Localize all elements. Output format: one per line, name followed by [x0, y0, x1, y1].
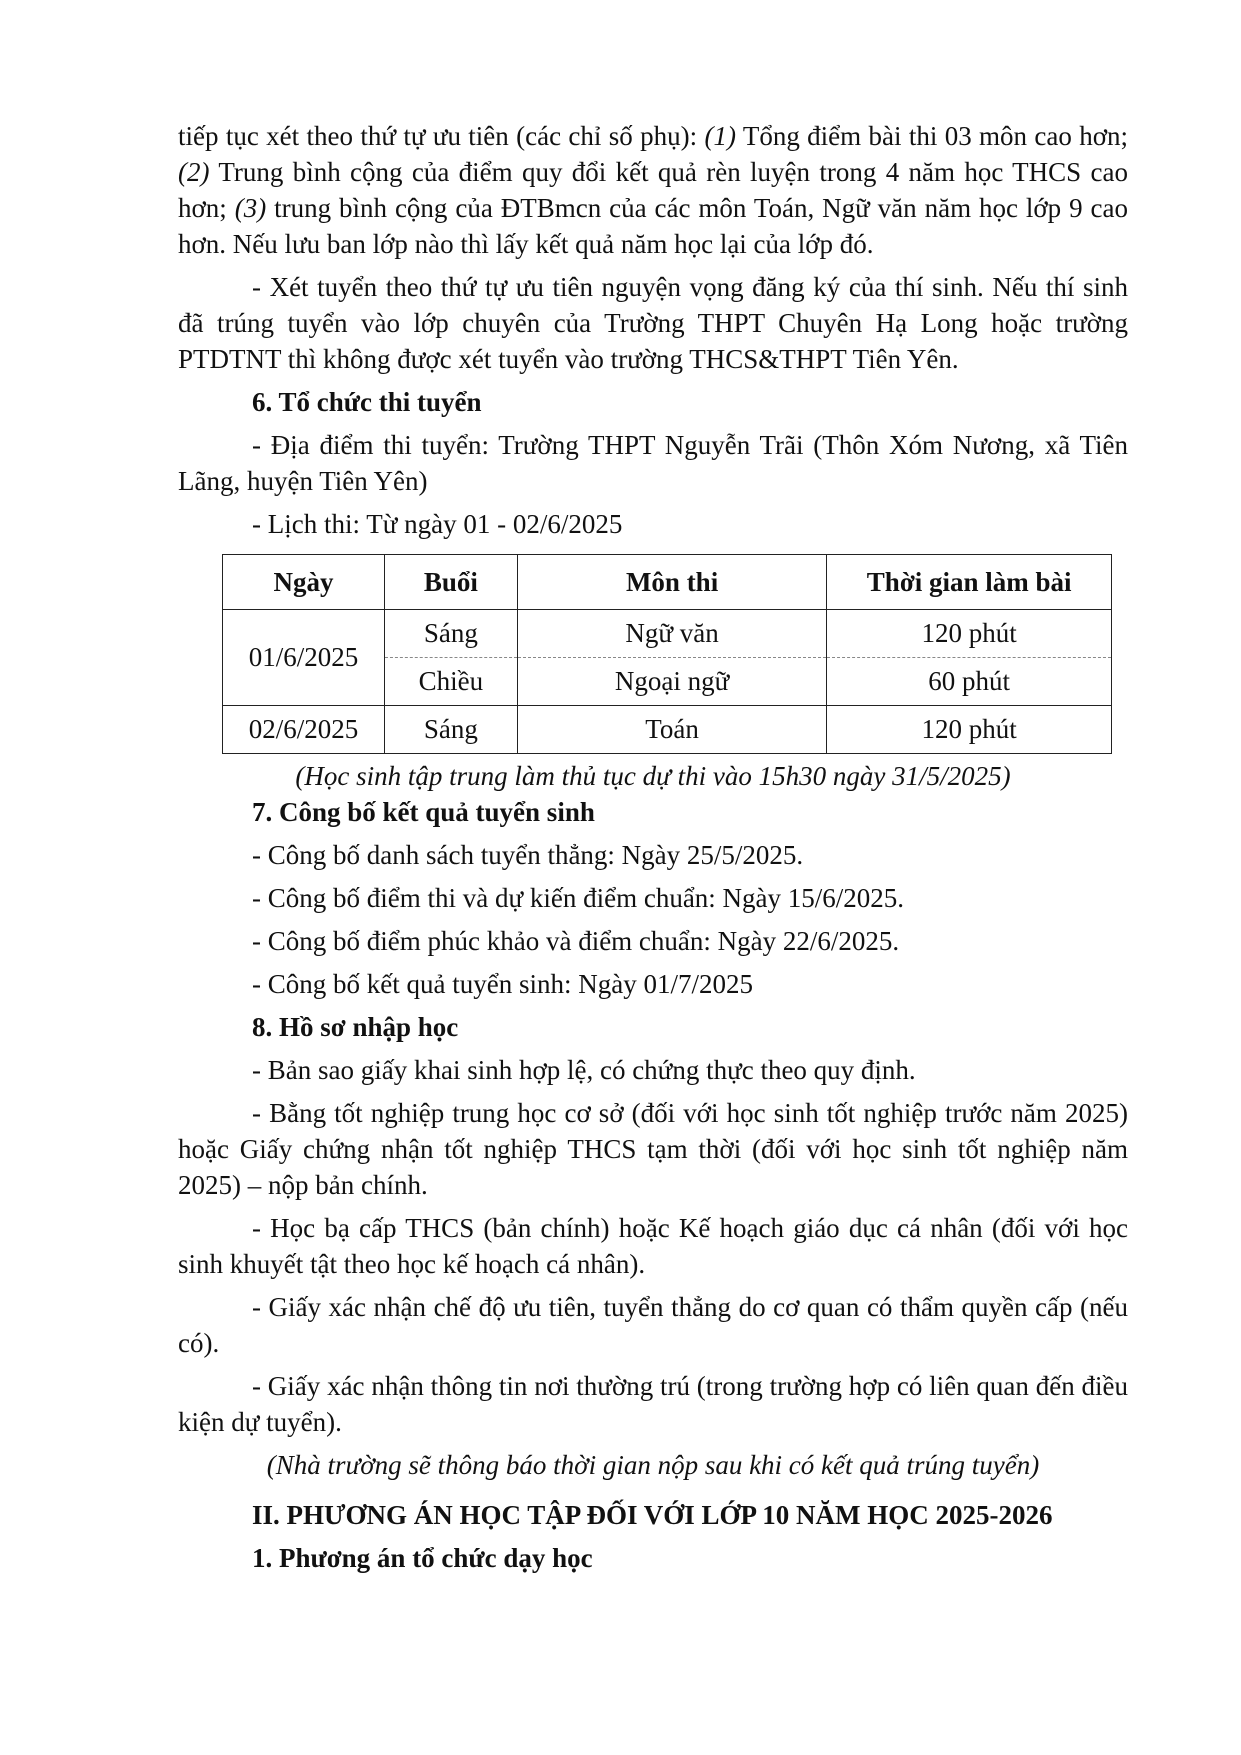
text-run: Tổng điểm bài thi 03 môn cao hơn;	[735, 121, 1129, 151]
table-row	[223, 610, 1112, 658]
cell-duration: 120 phút	[827, 706, 1112, 754]
dossier-item: - Học bạ cấp THCS (bản chính) hoặc Kế hoạch giáo dục cá nhân (đối với học sinh khuyết tật theo học kế hoạch cá nhân).	[178, 1213, 1128, 1279]
cell-duration: 60 phút	[827, 658, 1112, 706]
exam-note: (Học sinh tập trung làm thủ tục dự thi vào 15h30 ngày 31/5/2025)	[295, 761, 1011, 791]
dossier-item: - Giấy xác nhận thông tin nơi thường trú (trong trường hợp có liên quan đến điều kiện dự tuyển).	[178, 1371, 1128, 1437]
exam-schedule-intro: - Lịch thi: Từ ngày 01 - 02/6/2025	[252, 509, 623, 539]
cell-subject: Toán	[517, 706, 827, 754]
subsection-1-heading: 1. Phương án tổ chức dạy học	[252, 1543, 593, 1573]
header-session: Buổi	[384, 555, 517, 610]
dossier-item: - Giấy xác nhận chế độ ưu tiên, tuyển thẳng do cơ quan có thẩm quyền cấp (nếu có).	[178, 1292, 1128, 1358]
header-date: Ngày	[223, 555, 385, 610]
criterion-number: (3)	[234, 193, 267, 223]
result-item: - Công bố kết quả tuyển sinh: Ngày 01/7/2025	[252, 969, 753, 999]
cell-date: 01/6/2025	[223, 610, 385, 706]
dossier-item: - Bằng tốt nghiệp trung học cơ sở (đối với học sinh tốt nghiệp trước năm 2025) hoặc Giấy chứng nhận tốt nghiệp THCS tạm thời (đối với học sinh tốt nghiệp năm 2025) – nộp bản chính.	[178, 1098, 1128, 1200]
text-run: trung bình cộng của ĐTBmcn của các môn Toán, Ngữ văn năm học lớp 9 cao hơn. Nếu lưu ban lớp nào thì lấy kết quả năm học lại của lớp đó.	[178, 193, 1128, 259]
result-item: - Công bố điểm phúc khảo và điểm chuẩn: Ngày 22/6/2025.	[252, 926, 900, 956]
paragraph-tiebreak	[178, 118, 1128, 262]
exam-schedule-table	[222, 554, 1112, 754]
cell-date: 02/6/2025	[223, 706, 385, 754]
header-duration: Thời gian làm bài	[827, 555, 1112, 610]
table-header-row	[223, 555, 1112, 610]
dossier-note: (Nhà trường sẽ thông báo thời gian nộp sau khi có kết quả trúng tuyển)	[266, 1450, 1040, 1480]
header-subject: Môn thi	[517, 555, 827, 610]
cell-subject: Ngữ văn	[517, 610, 827, 658]
result-item: - Công bố danh sách tuyển thẳng: Ngày 25/5/2025.	[252, 840, 804, 870]
text-run: tiếp tục xét theo thứ tự ưu tiên (các chỉ số phụ):	[178, 121, 705, 151]
dossier-item: - Bản sao giấy khai sinh hợp lệ, có chứng thực theo quy định.	[252, 1055, 916, 1085]
criterion-number: (1)	[704, 121, 736, 151]
criterion-number: (2)	[178, 157, 210, 187]
section-7-heading: 7. Công bố kết quả tuyển sinh	[252, 797, 595, 827]
part-2-heading: II. PHƯƠNG ÁN HỌC TẬP ĐỐI VỚI LỚP 10 NĂM HỌC 2025-2026	[252, 1500, 1053, 1530]
document-body	[178, 118, 1128, 1576]
cell-subject: Ngoại ngữ	[517, 658, 827, 706]
paragraph-priority: - Xét tuyển theo thứ tự ưu tiên nguyện vọng đăng ký của thí sinh. Nếu thí sinh đã trúng tuyển vào lớp chuyên của Trường THPT Chuyên Hạ Long hoặc trường PTDTNT thì không được xét tuyển vào trường THCS&THPT Tiên Yên.	[178, 272, 1128, 374]
cell-session: Sáng	[384, 706, 517, 754]
section-6-heading: 6. Tổ chức thi tuyển	[252, 387, 482, 417]
text-run: Trung bình cộng của điểm quy đổi kết quả rèn luyện trong 4 năm học THCS cao hơn;	[178, 157, 1128, 223]
result-item: - Công bố điểm thi và dự kiến điểm chuẩn: Ngày 15/6/2025.	[252, 883, 905, 913]
cell-session: Sáng	[384, 610, 517, 658]
cell-duration: 120 phút	[827, 610, 1112, 658]
table-row	[223, 706, 1112, 754]
exam-location: - Địa điểm thi tuyển: Trường THPT Nguyễn Trãi (Thôn Xóm Nương, xã Tiên Lãng, huyện Tiên Yên)	[178, 430, 1128, 496]
cell-session: Chiều	[384, 658, 517, 706]
section-8-heading: 8. Hồ sơ nhập học	[252, 1012, 459, 1042]
